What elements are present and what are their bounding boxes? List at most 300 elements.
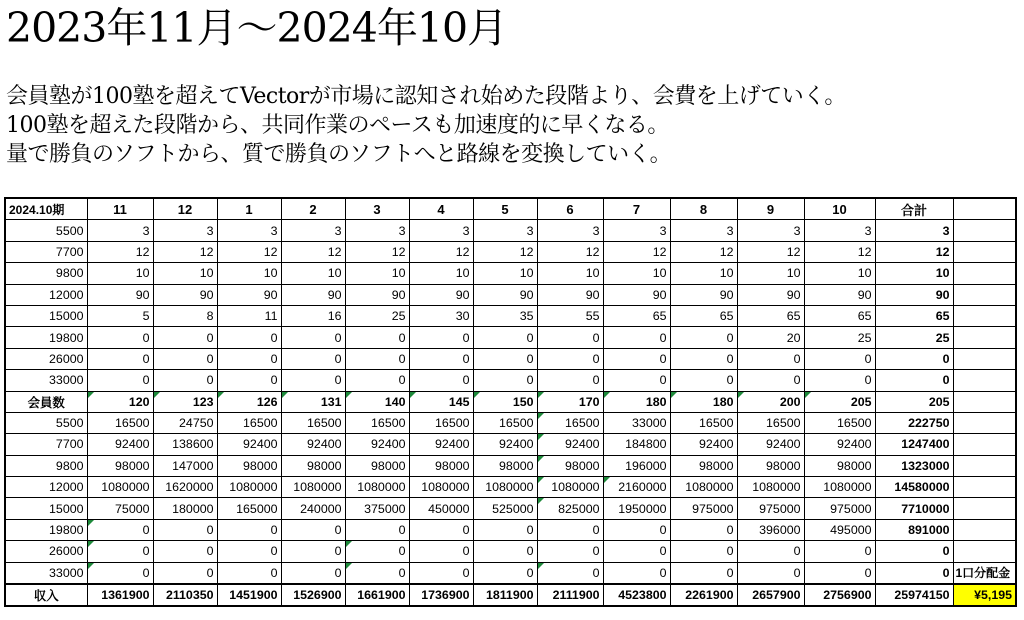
value-cell[interactable]: 0 [345, 519, 409, 540]
value-cell[interactable]: 1620000 [153, 477, 217, 498]
value-cell[interactable]: 0 [737, 562, 804, 584]
value-cell[interactable]: 0 [670, 519, 737, 540]
value-cell[interactable]: 396000 [737, 519, 804, 540]
value-cell[interactable]: 1811900 [473, 584, 537, 606]
empty-cell[interactable] [953, 241, 1016, 262]
value-cell[interactable]: 1950000 [603, 498, 670, 519]
value-cell[interactable]: 65 [603, 305, 670, 326]
value-cell[interactable]: 0 [87, 348, 153, 369]
value-cell[interactable]: 0 [409, 348, 473, 369]
row-label-cell[interactable]: 19800 [5, 519, 87, 540]
value-cell[interactable]: 16500 [217, 412, 281, 433]
value-cell[interactable]: 16500 [87, 412, 153, 433]
value-cell[interactable]: 12 [409, 241, 473, 262]
total-cell[interactable]: 1323000 [875, 455, 953, 476]
value-cell[interactable]: 90 [473, 284, 537, 305]
total-cell[interactable]: 891000 [875, 519, 953, 540]
description-line: 量で勝負のソフトから、質で勝負のソフトへと路線を変換していく。 [6, 142, 672, 167]
value-cell[interactable]: 2657900 [737, 584, 804, 606]
value-cell[interactable]: 1661900 [345, 584, 409, 606]
value-cell[interactable]: 12 [217, 241, 281, 262]
value-cell[interactable]: 92400 [473, 434, 537, 455]
value-cell[interactable]: 90 [603, 284, 670, 305]
value-cell[interactable]: 0 [670, 370, 737, 391]
value-cell[interactable]: 0 [670, 327, 737, 348]
value-cell[interactable]: 0 [670, 541, 737, 562]
value-cell[interactable]: 2160000 [603, 477, 670, 498]
total-cell[interactable]: 0 [875, 348, 953, 369]
value-cell[interactable]: 0 [345, 541, 409, 562]
value-cell[interactable]: 2111900 [537, 584, 603, 606]
value-cell[interactable]: 90 [217, 284, 281, 305]
description-line: 会員塾が100塾を超えてVectorが市場に認知され始めた段階より、会費を上げていく。 [6, 84, 846, 109]
value-cell[interactable]: 10 [537, 263, 603, 284]
value-cell[interactable]: 98000 [87, 455, 153, 476]
value-cell[interactable]: 3 [473, 220, 537, 241]
revenue-row [5, 519, 1016, 540]
value-cell[interactable]: 131 [281, 391, 345, 412]
value-cell[interactable]: 0 [153, 562, 217, 584]
value-cell[interactable]: 16500 [281, 412, 345, 433]
value-cell[interactable]: 0 [737, 370, 804, 391]
value-cell[interactable]: 0 [217, 519, 281, 540]
value-cell[interactable]: 0 [737, 541, 804, 562]
value-cell[interactable]: 92400 [670, 434, 737, 455]
value-cell[interactable]: 0 [804, 562, 875, 584]
value-cell[interactable]: 0 [473, 348, 537, 369]
value-cell[interactable]: 0 [281, 370, 345, 391]
month-header-cell[interactable]: 1 [217, 198, 281, 220]
value-cell[interactable]: 0 [537, 562, 603, 584]
value-cell[interactable]: 12 [804, 241, 875, 262]
value-cell[interactable]: 0 [217, 370, 281, 391]
empty-cell[interactable] [953, 391, 1016, 412]
value-cell[interactable]: 1080000 [473, 477, 537, 498]
total-cell[interactable]: 0 [875, 562, 953, 584]
value-cell[interactable]: 0 [87, 562, 153, 584]
value-cell[interactable]: 0 [603, 348, 670, 369]
value-cell[interactable]: 90 [409, 284, 473, 305]
month-header-cell[interactable]: 3 [345, 198, 409, 220]
value-cell[interactable]: 90 [87, 284, 153, 305]
empty-cell[interactable] [953, 541, 1016, 562]
value-cell[interactable]: 975000 [737, 498, 804, 519]
income-row [5, 584, 1016, 606]
row-label-cell[interactable]: 5500 [5, 220, 87, 241]
month-header-cell[interactable]: 5 [473, 198, 537, 220]
row-label-cell[interactable]: 26000 [5, 348, 87, 369]
value-cell[interactable]: 20 [737, 327, 804, 348]
value-cell[interactable]: 90 [670, 284, 737, 305]
count-row [5, 348, 1016, 369]
value-cell[interactable]: 12 [670, 241, 737, 262]
value-cell[interactable]: 10 [153, 263, 217, 284]
value-cell[interactable]: 92400 [281, 434, 345, 455]
empty-cell[interactable] [953, 263, 1016, 284]
value-cell[interactable]: 92400 [537, 434, 603, 455]
dividend-value-cell[interactable]: ¥5,195 [953, 584, 1016, 606]
row-label-cell[interactable]: 収入 [5, 584, 87, 606]
value-cell[interactable]: 35 [473, 305, 537, 326]
value-cell[interactable]: 92400 [345, 434, 409, 455]
total-cell[interactable]: 205 [875, 391, 953, 412]
value-cell[interactable]: 3 [217, 220, 281, 241]
value-cell[interactable]: 0 [603, 541, 670, 562]
total-cell[interactable]: 90 [875, 284, 953, 305]
value-cell[interactable]: 10 [345, 263, 409, 284]
value-cell[interactable]: 65 [737, 305, 804, 326]
value-cell[interactable]: 24750 [153, 412, 217, 433]
value-cell[interactable]: 0 [217, 327, 281, 348]
value-cell[interactable]: 165000 [217, 498, 281, 519]
count-row [5, 305, 1016, 326]
value-cell[interactable]: 98000 [281, 455, 345, 476]
month-header-cell[interactable]: 2 [281, 198, 345, 220]
value-cell[interactable]: 1451900 [217, 584, 281, 606]
value-cell[interactable]: 3 [603, 220, 670, 241]
value-cell[interactable]: 98000 [409, 455, 473, 476]
total-cell[interactable]: 222750 [875, 412, 953, 433]
row-label-cell[interactable]: 7700 [5, 241, 87, 262]
value-cell[interactable]: 92400 [217, 434, 281, 455]
value-cell[interactable]: 0 [409, 519, 473, 540]
dividend-label-cell[interactable]: 1口分配金 [953, 562, 1016, 584]
value-cell[interactable]: 10 [473, 263, 537, 284]
empty-cell[interactable] [953, 412, 1016, 433]
value-cell[interactable]: 0 [87, 370, 153, 391]
value-cell[interactable]: 0 [670, 348, 737, 369]
value-cell[interactable]: 0 [409, 562, 473, 584]
value-cell[interactable]: 495000 [804, 519, 875, 540]
value-cell[interactable]: 0 [87, 541, 153, 562]
value-cell[interactable]: 0 [87, 519, 153, 540]
value-cell[interactable]: 0 [804, 541, 875, 562]
value-cell[interactable]: 196000 [603, 455, 670, 476]
value-cell[interactable]: 0 [281, 519, 345, 540]
value-cell[interactable]: 12 [603, 241, 670, 262]
value-cell[interactable]: 0 [153, 370, 217, 391]
value-cell[interactable]: 98000 [345, 455, 409, 476]
empty-cell[interactable] [953, 220, 1016, 241]
value-cell[interactable]: 3 [153, 220, 217, 241]
period-header-cell[interactable]: 2024.10期 [5, 198, 87, 220]
value-cell[interactable]: 240000 [281, 498, 345, 519]
value-cell[interactable]: 0 [473, 519, 537, 540]
revenue-row [5, 477, 1016, 498]
value-cell[interactable]: 65 [804, 305, 875, 326]
month-header-cell[interactable]: 11 [87, 198, 153, 220]
empty-cell[interactable] [953, 198, 1016, 220]
value-cell[interactable]: 525000 [473, 498, 537, 519]
value-cell[interactable]: 3 [281, 220, 345, 241]
value-cell[interactable]: 16500 [804, 412, 875, 433]
value-cell[interactable]: 138600 [153, 434, 217, 455]
row-label-cell[interactable]: 33000 [5, 370, 87, 391]
total-cell[interactable]: 3 [875, 220, 953, 241]
value-cell[interactable]: 1080000 [537, 477, 603, 498]
month-header-cell[interactable]: 9 [737, 198, 804, 220]
value-cell[interactable]: 55 [537, 305, 603, 326]
value-cell[interactable]: 2110350 [153, 584, 217, 606]
total-cell[interactable]: 7710000 [875, 498, 953, 519]
revenue-row [5, 412, 1016, 433]
total-cell[interactable]: 0 [875, 541, 953, 562]
value-cell[interactable]: 90 [153, 284, 217, 305]
value-cell[interactable]: 1361900 [87, 584, 153, 606]
total-cell[interactable]: 12 [875, 241, 953, 262]
value-cell[interactable]: 0 [409, 327, 473, 348]
value-cell[interactable]: 1080000 [804, 477, 875, 498]
value-cell[interactable]: 0 [603, 327, 670, 348]
value-cell[interactable]: 120 [87, 391, 153, 412]
value-cell[interactable]: 0 [153, 541, 217, 562]
month-header-cell[interactable]: 7 [603, 198, 670, 220]
value-cell[interactable]: 3 [670, 220, 737, 241]
empty-cell[interactable] [953, 434, 1016, 455]
value-cell[interactable]: 0 [804, 370, 875, 391]
value-cell[interactable]: 25 [804, 327, 875, 348]
value-cell[interactable]: 0 [537, 348, 603, 369]
count-row [5, 370, 1016, 391]
row-label-cell[interactable]: 9800 [5, 263, 87, 284]
count-row [5, 263, 1016, 284]
value-cell[interactable]: 3 [87, 220, 153, 241]
value-cell[interactable]: 140 [345, 391, 409, 412]
value-cell[interactable]: 92400 [87, 434, 153, 455]
month-header-cell[interactable]: 6 [537, 198, 603, 220]
row-label-cell[interactable]: 15000 [5, 305, 87, 326]
value-cell[interactable]: 170 [537, 391, 603, 412]
row-label-cell[interactable]: 26000 [5, 541, 87, 562]
total-cell[interactable]: 10 [875, 263, 953, 284]
month-header-cell[interactable]: 10 [804, 198, 875, 220]
count-row [5, 220, 1016, 241]
value-cell[interactable]: 0 [473, 562, 537, 584]
value-cell[interactable]: 184800 [603, 434, 670, 455]
value-cell[interactable]: 450000 [409, 498, 473, 519]
value-cell[interactable]: 3 [345, 220, 409, 241]
total-cell[interactable]: 25974150 [875, 584, 953, 606]
row-label-cell[interactable]: 会員数 [5, 391, 87, 412]
value-cell[interactable]: 1080000 [87, 477, 153, 498]
value-cell[interactable]: 10 [670, 263, 737, 284]
value-cell[interactable]: 0 [345, 562, 409, 584]
value-cell[interactable]: 0 [537, 519, 603, 540]
empty-cell[interactable] [953, 348, 1016, 369]
value-cell[interactable]: 375000 [345, 498, 409, 519]
value-cell[interactable]: 0 [153, 348, 217, 369]
value-cell[interactable]: 10 [737, 263, 804, 284]
value-cell[interactable]: 975000 [670, 498, 737, 519]
total-cell[interactable]: 25 [875, 327, 953, 348]
row-label-cell[interactable]: 12000 [5, 284, 87, 305]
value-cell[interactable]: 3 [537, 220, 603, 241]
value-cell[interactable]: 0 [153, 327, 217, 348]
value-cell[interactable]: 0 [87, 327, 153, 348]
revenue-row [5, 541, 1016, 562]
value-cell[interactable]: 4523800 [603, 584, 670, 606]
value-cell[interactable]: 3 [409, 220, 473, 241]
revenue-row [5, 562, 1016, 584]
value-cell[interactable]: 126 [217, 391, 281, 412]
value-cell[interactable]: 0 [804, 348, 875, 369]
value-cell[interactable]: 16500 [473, 412, 537, 433]
value-cell[interactable]: 1080000 [345, 477, 409, 498]
value-cell[interactable]: 98000 [737, 455, 804, 476]
value-cell[interactable]: 90 [281, 284, 345, 305]
value-cell[interactable]: 12 [345, 241, 409, 262]
value-cell[interactable]: 825000 [537, 498, 603, 519]
value-cell[interactable]: 12 [737, 241, 804, 262]
value-cell[interactable]: 0 [737, 348, 804, 369]
row-label-cell[interactable]: 19800 [5, 327, 87, 348]
value-cell[interactable]: 0 [345, 327, 409, 348]
value-cell[interactable]: 12 [281, 241, 345, 262]
value-cell[interactable]: 0 [153, 519, 217, 540]
value-cell[interactable]: 1080000 [409, 477, 473, 498]
value-cell[interactable]: 10 [281, 263, 345, 284]
month-header-cell[interactable]: 4 [409, 198, 473, 220]
value-cell[interactable]: 12 [537, 241, 603, 262]
value-cell[interactable]: 200 [737, 391, 804, 412]
value-cell[interactable]: 10 [409, 263, 473, 284]
value-cell[interactable]: 3 [737, 220, 804, 241]
value-cell[interactable]: 180 [603, 391, 670, 412]
value-cell[interactable]: 90 [537, 284, 603, 305]
value-cell[interactable]: 12 [473, 241, 537, 262]
value-cell[interactable]: 98000 [217, 455, 281, 476]
value-cell[interactable]: 0 [217, 348, 281, 369]
value-cell[interactable]: 0 [603, 519, 670, 540]
value-cell[interactable]: 75000 [87, 498, 153, 519]
value-cell[interactable]: 0 [281, 327, 345, 348]
value-cell[interactable]: 0 [603, 370, 670, 391]
value-cell[interactable]: 2756900 [804, 584, 875, 606]
value-cell[interactable]: 0 [603, 562, 670, 584]
value-cell[interactable]: 10 [804, 263, 875, 284]
row-label-cell[interactable]: 5500 [5, 412, 87, 433]
value-cell[interactable]: 205 [804, 391, 875, 412]
value-cell[interactable]: 1080000 [670, 477, 737, 498]
value-cell[interactable]: 1526900 [281, 584, 345, 606]
description-line: 100塾を超えた段階から、共同作業のペースも加速度的に早くなる。 [6, 113, 669, 138]
value-cell[interactable]: 10 [603, 263, 670, 284]
value-cell[interactable]: 16500 [345, 412, 409, 433]
value-cell[interactable]: 33000 [603, 412, 670, 433]
row-label-cell[interactable]: 15000 [5, 498, 87, 519]
value-cell[interactable]: 10 [87, 263, 153, 284]
value-cell[interactable]: 1080000 [281, 477, 345, 498]
value-cell[interactable]: 90 [737, 284, 804, 305]
value-cell[interactable]: 65 [670, 305, 737, 326]
value-cell[interactable]: 0 [670, 562, 737, 584]
value-cell[interactable]: 0 [537, 541, 603, 562]
value-cell[interactable]: 0 [537, 327, 603, 348]
empty-cell[interactable] [953, 519, 1016, 540]
value-cell[interactable]: 8 [153, 305, 217, 326]
value-cell[interactable]: 98000 [804, 455, 875, 476]
empty-cell[interactable] [953, 327, 1016, 348]
total-cell[interactable]: 14580000 [875, 477, 953, 498]
value-cell[interactable]: 92400 [409, 434, 473, 455]
row-label-cell[interactable]: 12000 [5, 477, 87, 498]
value-cell[interactable]: 0 [345, 348, 409, 369]
value-cell[interactable]: 0 [281, 562, 345, 584]
value-cell[interactable]: 30 [409, 305, 473, 326]
value-cell[interactable]: 90 [804, 284, 875, 305]
value-cell[interactable]: 92400 [737, 434, 804, 455]
value-cell[interactable]: 98000 [473, 455, 537, 476]
revenue-row [5, 434, 1016, 455]
value-cell[interactable]: 147000 [153, 455, 217, 476]
value-cell[interactable]: 12 [153, 241, 217, 262]
value-cell[interactable]: 0 [473, 327, 537, 348]
value-cell[interactable]: 0 [345, 370, 409, 391]
value-cell[interactable]: 92400 [804, 434, 875, 455]
value-cell[interactable]: 0 [473, 370, 537, 391]
value-cell[interactable]: 5 [87, 305, 153, 326]
empty-cell[interactable] [953, 498, 1016, 519]
empty-cell[interactable] [953, 477, 1016, 498]
empty-cell[interactable] [953, 370, 1016, 391]
value-cell[interactable]: 0 [217, 562, 281, 584]
value-cell[interactable]: 16500 [670, 412, 737, 433]
value-cell[interactable]: 0 [537, 370, 603, 391]
value-cell[interactable]: 25 [345, 305, 409, 326]
value-cell[interactable]: 975000 [804, 498, 875, 519]
value-cell[interactable]: 180 [670, 391, 737, 412]
value-cell[interactable]: 0 [473, 541, 537, 562]
total-cell[interactable]: 0 [875, 370, 953, 391]
value-cell[interactable]: 0 [409, 541, 473, 562]
value-cell[interactable]: 0 [409, 370, 473, 391]
value-cell[interactable]: 98000 [670, 455, 737, 476]
value-cell[interactable]: 150 [473, 391, 537, 412]
value-cell[interactable]: 90 [345, 284, 409, 305]
value-cell[interactable]: 16 [281, 305, 345, 326]
value-cell[interactable]: 16500 [537, 412, 603, 433]
row-label-cell[interactable]: 9800 [5, 455, 87, 476]
value-cell[interactable]: 3 [804, 220, 875, 241]
value-cell[interactable]: 0 [281, 348, 345, 369]
value-cell[interactable]: 11 [217, 305, 281, 326]
value-cell[interactable]: 145 [409, 391, 473, 412]
month-header-cell[interactable]: 12 [153, 198, 217, 220]
row-label-cell[interactable]: 33000 [5, 562, 87, 584]
value-cell[interactable]: 1080000 [737, 477, 804, 498]
value-cell[interactable]: 16500 [409, 412, 473, 433]
value-cell[interactable]: 98000 [537, 455, 603, 476]
value-cell[interactable]: 1080000 [217, 477, 281, 498]
value-cell[interactable]: 10 [217, 263, 281, 284]
value-cell[interactable]: 1736900 [409, 584, 473, 606]
empty-cell[interactable] [953, 284, 1016, 305]
value-cell[interactable]: 12 [87, 241, 153, 262]
value-cell[interactable]: 0 [281, 541, 345, 562]
empty-cell[interactable] [953, 305, 1016, 326]
empty-cell[interactable] [953, 455, 1016, 476]
row-label-cell[interactable]: 7700 [5, 434, 87, 455]
total-cell[interactable]: 1247400 [875, 434, 953, 455]
total-cell[interactable]: 65 [875, 305, 953, 326]
value-cell[interactable]: 0 [217, 541, 281, 562]
value-cell[interactable]: 180000 [153, 498, 217, 519]
total-header-cell[interactable]: 合計 [875, 198, 953, 220]
value-cell[interactable]: 123 [153, 391, 217, 412]
value-cell[interactable]: 16500 [737, 412, 804, 433]
value-cell[interactable]: 2261900 [670, 584, 737, 606]
month-header-cell[interactable]: 8 [670, 198, 737, 220]
